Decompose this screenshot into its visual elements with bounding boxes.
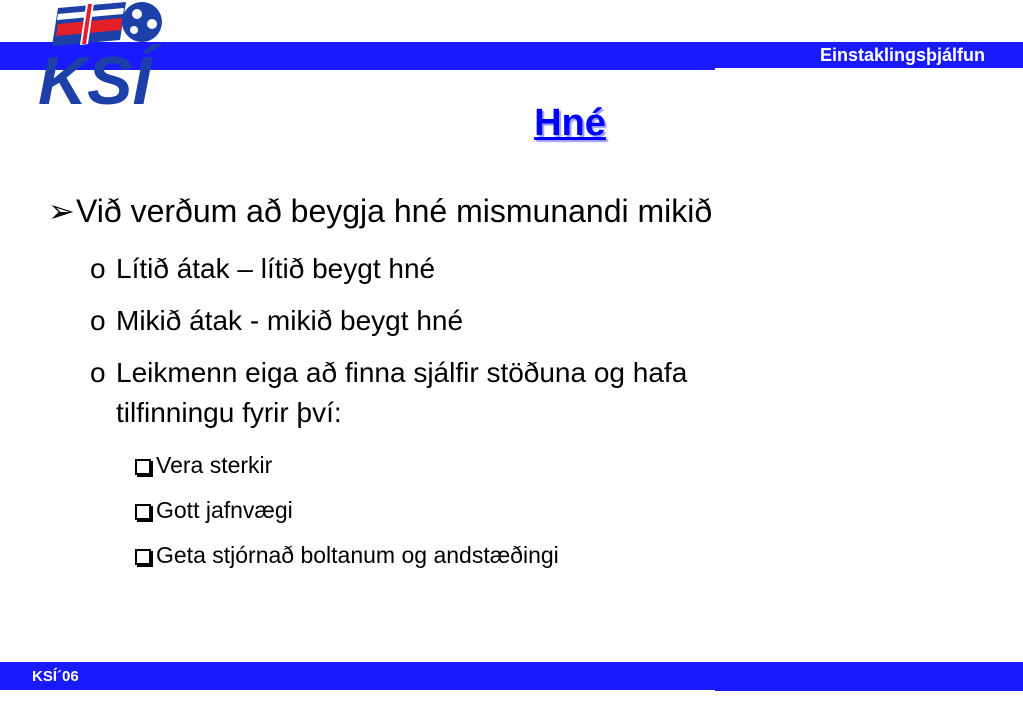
bullet-level-1: ➢Við verðum að beygja hné mismunandi mikið [48, 193, 713, 229]
circle-bullet-icon: o [90, 253, 106, 284]
bullet-level-3: Gott jafnvægi [135, 497, 293, 524]
circle-bullet-icon: o [90, 357, 106, 388]
logo-text: KSÍ [38, 43, 152, 112]
bullet-level-2: o Mikið átak - mikið beygt hné [90, 305, 464, 336]
bullet-level-2: o Lítið átak – lítið beygt hné [90, 253, 436, 284]
footer-label: KSÍ´06 [32, 668, 79, 685]
bullet-level-3: Vera sterkir [135, 452, 272, 479]
arrow-bullet-icon: ➢ [48, 193, 75, 229]
bullet-level-3: Geta stjórnað boltanum og andstæðingi [135, 542, 559, 569]
header-label: Einstaklingsþjálfun [819, 45, 985, 65]
footer-band-step [715, 688, 1023, 691]
bullet-continuation: tilfinningu fyrir því: [116, 397, 342, 428]
slide-title: Hné [534, 102, 606, 144]
checkbox-bullet-icon [135, 459, 151, 475]
circle-bullet-icon: o [90, 305, 106, 336]
footer-band [0, 662, 1023, 690]
bullet-level-2: o Leikmenn eiga að finna sjálfir stöðuna og hafa [90, 357, 688, 388]
checkbox-bullet-icon [135, 549, 151, 565]
checkbox-bullet-icon [135, 504, 151, 520]
